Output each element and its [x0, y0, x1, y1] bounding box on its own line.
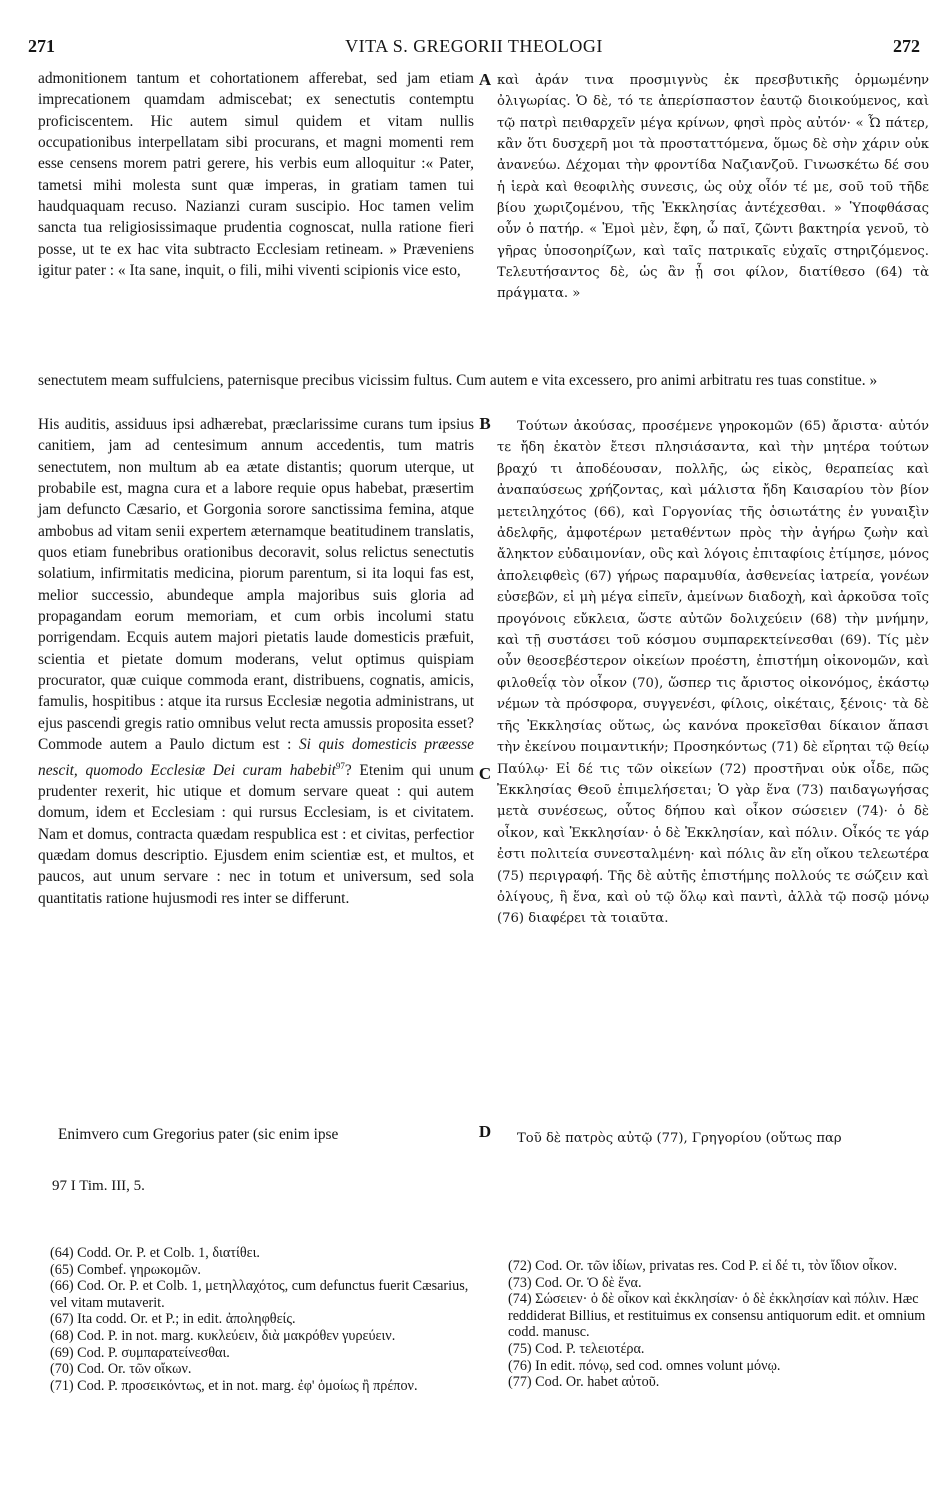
latin-paragraph-3: Enimvero cum Gregorius pater (sic enim ipse — [58, 1126, 339, 1143]
note-item: (66) Cod. Or. P. et Colb. 1, μετηλλαχότος, cum defunctus fuerit Cæsarius, vel vitam mutaverit. — [50, 1278, 469, 1311]
running-title: VITA S. GREGORII THEOLOGI — [345, 36, 603, 56]
footnote-97: 97 I Tim. III, 5. — [52, 1178, 145, 1194]
greek-paragraph-2: Τούτων ἀκούσας, προσέμενε γηροκομῶν (65) ἄριστα· αὐτόν τε ἤδη ἑκατὸν ἔτεσι πλησιάσαντα, καὶ τὴν μητέρα τούτων βραχύ τι ἀποδέουσαν, πολλῆς, ὡς εἰκὸς, θεραπείας καὶ ἀναπαύσεως χρήζοντας, καὶ μάλιστα ἤδη Καισαρίου τὸν βίον μετειληχότος (66), καὶ Γοργονίας τῆς ὁσιωτάτης ἐν γυναιξὶν ἀδελφῆς, ἀμφοτέρων μεταθέντων πρὸς τὴν ἀγήρω ζωὴν καὶ ἄληκτον εὐδαιμονίαν, οὓς καὶ λόγοις ἐπιταφίοις ἐτίμησε, μόνος ἀπολειφθεὶς (67) γήρως παραμυθία, ἀσθενείας ἰατρεία, γονέων εὐσεβῶν, εἰ μὴ μέγα εἰπεῖν, ἀμείνων διαδοχὴ, καὶ ἀρκοῦσα τοῖς προγόνοις εὔκλεια, ὥστε αὐτῶν δολιχεύειν (68) τὴν μνήμην, καὶ τῇ συστάσει τοῦ κόσμου συμπαρεκτείνεσθαι (69). Τίς μὲν οὖν θεοσεβέστερον οἰκείων προέστη, ἐπιστήμη οἰκονομῶν, καὶ φιλοθεΐᾳ τὸν οἶκον (70), ὥσπερ τις ἄριστος οἰκονόμος, ἑκάστῳ νέμων τὰ πρόσφορα, συγγενέσι, φίλοις, οἰκέταις, ξένοις· τὰ δὲ τῆς Ἐκκλησίας οὕτως, ὡς κανόνα προκεῖσθαι δίκαιον ἅπασι τὴν ἐκείνου ποιμαντικήν; Προσηκόντως (71) δὲ εἴρηται τῷ θείῳ Παύλῳ· Εἰ δέ τις τῶν οἰκείων (72) προστῆναι οὐκ οἶδε, πῶς Ἐκκλησίας Θεοῦ ἐπιμελήσεται; Ὁ γὰρ ἕνα (73) παιδαγωγήσας μετὰ συνέσεως, οὗτος δήπου καὶ οἶκον σώσειεν (74)· ὁ δὲ οἶκον, καὶ Ἐκκλησίαν· ὁ δὲ Ἐκκλησίαν, καὶ πόλιν. Οἶκός τε γάρ ἐστι πολιτεία συνεσταλμένη· καὶ πόλις ἂν εἴη οἴκου τελεωτέρα (75) περιγραφή. Τῆς δὲ αὐτῆς ἐπιστήμης πολλούς τε σώζειν καὶ ὀλίγους, ἢ ἕνα, καὶ οὐ τῷ ὅλῳ καὶ παντὶ, ἀλλὰ τῷ ποσῷ μόνῳ (76) διαφέρει τὰ τοιαῦτα. — [497, 419, 929, 927]
full-width-line: senectutem meam suffulciens, paternisque precibus vicissim fultus. Cum autem e vita excessero, pro animi arbitratu res tuas constitue. » — [38, 372, 878, 389]
section-marker-a: A — [478, 70, 492, 89]
note-item: (73) Cod. Or. Ὁ δὲ ἕνα. — [508, 1274, 642, 1291]
greek-column-d — [497, 1128, 929, 1149]
note-item: (77) Cod. Or. habet αὐτοῦ. — [508, 1374, 660, 1391]
greek-column-a — [497, 70, 929, 366]
latin-paragraph-2 — [38, 414, 474, 909]
greek-paragraph-1: καὶ ἀράν τινα προσμιγνὺς ἐκ πρεσβυτικῆς ὁρμωμένην ὀλιγωρίας. Ὁ δὲ, τό τε ἀπερίσπαστον ἑαυτῷ διοικούμενος, καὶ τῷ πατρὶ πειθαρχεῖν μέγα κρίνων, φησὶ πρὸς αὐτόν· « Ὦ πάτερ, κἂν ὅτι δυσχερῆ μοι τὰ προσταττόμενα, ὅμως δὲ σὴν χάριν οὐκ ἀνανεύω. Δέχομαι τὴν φροντίδα Ναζιανζοῦ. Γινωσκέτω δέ σου ἡ ἱερὰ καὶ θεοφιλὴς συνεσις, ὡς οὐχ οἷόν τέ με, σοῦ τοῦ τῆδε βίου χωριζομένου, τῆς Ἐκκλησίας ἀντέχεσθαι. » Ὑποφθάσας οὖν ὁ πατήρ. « Ἐμοὶ μὲν, ἔφη, ὦ παῖ, ζῶντι βακτηρία γενοῦ, τὸ γῆρας ὑποσοηρίζων, καὶ ταῖς πατρικαῖς εὐχαῖς στηριζόμενος. Τελευτήσαντος δὲ, ὡς ἂν ᾖ σοι φίλον, διατίθεσο (64) τὰ πράγματα. » — [497, 73, 929, 302]
latin-column-b — [38, 414, 474, 1120]
latin-paragraph-1: admonitionem tantum et cohortationem afferebat, sed jam etiam imprecationem quamdam admiscebat; ex senectutis contemptu proficiscentem. Hic autem simul quidem et vitam nullis occupationibus interpellatam sibi procurans, et magni momenti rem esse censens morem patri gerere, his verbis eum alloquitur :« Pater, tametsi mihi molesta sunt quæ imperas, in gratiam tamen tui haudquaquam recuso. Nazianzi curam suscipio. Hoc tamen velim sancta tua religiosissimaque prudentia cognoscat, nulla ratione fieri posse, ut te ex hac vita subtracto Ecclesiam retineam. » Præveniens igitur pater : « Ita sane, inquit, o fili, mihi viventi scipionis vice esto, — [38, 70, 474, 280]
note-item: (65) Combef. γηρωκομῶν. — [50, 1261, 201, 1278]
scripture-quote: Si quis domesticis præesse nescit, quomodo Ecclesiæ Dei curam habebit — [38, 736, 474, 779]
note-item: (70) Cod. Or. τῶν οἴκων. — [50, 1361, 192, 1378]
note-item: (72) Cod. Or. τῶν ἰδίων, privatas res. Cod P. εἰ δέ τι, τὸν ἴδιον οἶκον. — [508, 1258, 898, 1274]
section-marker-c: C — [478, 764, 492, 783]
greek-paragraph-3: Τοῦ δὲ πατρὸς αὐτῷ (77), Γρηγορίου (οὕτως παρ — [517, 1131, 842, 1146]
note-item: (76) In edit. πόνῳ, sed cod. omnes volunt μόνῳ. — [508, 1357, 781, 1374]
greek-column-b — [497, 416, 929, 1116]
section-marker-d: D — [478, 1122, 492, 1141]
footnote-ref-97: 97 — [335, 760, 345, 771]
latin-paragraph-2-end: ? Etenim qui unum prudenter rexerit, hic utique et domum servare queat : qui autem domum, idem et Ecclesiam : qui rursus Ecclesiam, is et civitatem. Nam et domus, contracta quædam respublica est : et civitas, perfectior quædam domus descriptio. Ejusdem enim scientiæ est, et multos, et paucos, aut unum servare : nec in totum et universum, sed sola quantitatis ratione hujusmodi res inter se differunt. — [38, 761, 474, 907]
notes-right — [508, 1258, 928, 1391]
note-item: (74) Σώσειεν· ὁ δὲ οἶκον καὶ ἐκκλησίαν· ὁ δὲ ἐκκλησίαν καὶ πόλιν. Hæc reddiderat Billius, et restituimus ex consensu antiquorum edit. et omnium codd. manusc. — [508, 1291, 926, 1341]
page-number-left: 271 — [28, 36, 55, 56]
note-item: (67) Ita codd. Or. et P.; in edit. ἀποληφθείς. — [50, 1311, 296, 1328]
note-item: (69) Cod. P. συμπαρατείνεσθαι. — [50, 1344, 230, 1361]
note-item: (71) Cod. P. προσεικόντως, et in not. marg. ἐφ' ὁμοίως ἢ πρέπον. — [50, 1377, 418, 1394]
note-item: (64) Codd. Or. P. et Colb. 1, διατίθει. — [50, 1245, 260, 1261]
note-item: (68) Cod. P. in not. marg. κυκλεύειν, διὰ μακρόθεν γυρεύειν. — [50, 1327, 396, 1344]
page-number-right: 272 — [893, 36, 920, 56]
notes-left — [50, 1245, 470, 1394]
latin-column-d — [38, 1124, 474, 1145]
latin-column-a — [38, 68, 474, 368]
latin-paragraph-2-text: His auditis, assiduus ipsi adhærebat, præclarissime curans tum ipsius canitiem, jam ad centesimum annum accedentis, tum matris senectutem, non multum ab ea ætate distantis; quorum uterque, ut probabile est, magna cura et a labore requie opus habebat, præsertim jam defuncto Cæsario, et Gorgonia sorore sanctissima femina, atque ambobus ad vitam senii expertem æternamque beatitudinem translatis, quos etiam funebribus orationibus decoravit, solus relictus senectutis solatium, infirmitatis medicina, piorum parentum, si ita loqui fas est, melior successio, abundeque ampla majoribus suis gloria ad propagandam eorum memoriam, et cum orbis incolumi statu porrigendam. Ecquis autem majori pietatis laude domesticis præfuit, scientia et pietate domum moderans, velut optimus quispiam procurator, quæ cuique commoda erant, distribuens, cognatis, amicis, famulis, hospitibus : atque ita rursus Ecclesiæ negotia administrans, ut ejus pascendi gregis ratio omnibus velut recta amussis proposita esset? Commode autem a Paulo dictum est : — [38, 416, 474, 754]
running-header — [28, 36, 920, 66]
note-item: (75) Cod. P. τελειοτέρα. — [508, 1340, 645, 1357]
section-marker-b: B — [479, 414, 491, 433]
